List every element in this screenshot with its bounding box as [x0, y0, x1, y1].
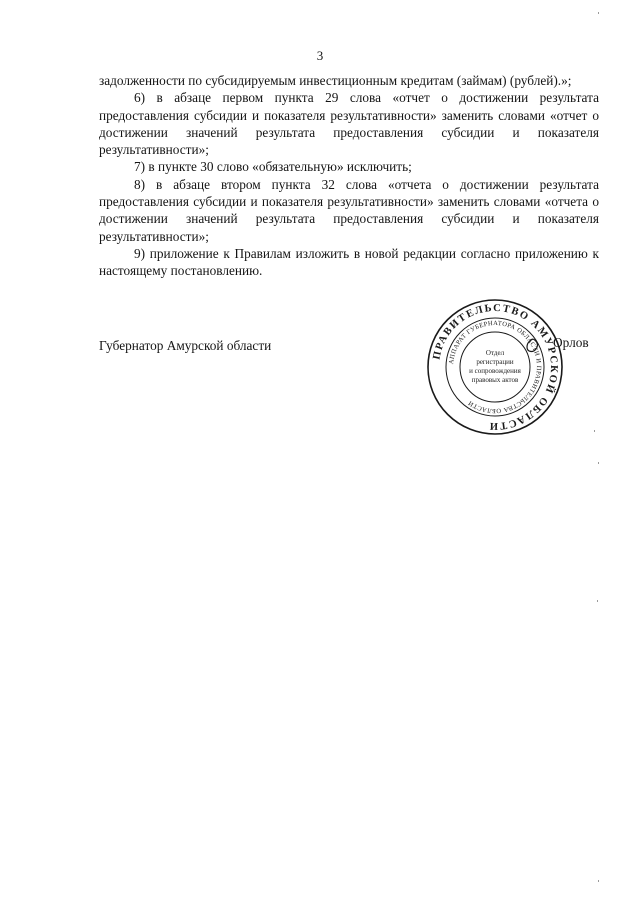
scan-speck — [598, 880, 599, 882]
stamp-center-line-2: регистрации — [476, 358, 514, 366]
scan-speck — [598, 462, 599, 464]
scan-speck — [597, 600, 598, 602]
page-number: 3 — [316, 48, 324, 63]
scan-speck — [598, 12, 599, 14]
paragraph-item-7: 7) в пункте 30 слово «обязательную» исключить; — [134, 159, 412, 175]
official-seal-stamp — [425, 297, 565, 437]
signatory-name: Орлов — [553, 335, 589, 350]
signatory-title: Губернатор Амурской области — [99, 338, 272, 353]
stamp-outer-text: ПРАВИТЕЛЬСТВО АМУРСКОЙ ОБЛАСТИ — [431, 302, 560, 432]
paragraph-item-6: 6) в абзаце первом пункта 29 слова «отчет о достижении результата предоставления субсидии и показателя результативности» заменить словами «отчет о достижении значений результата предоставления субсидии и показателя результативности»; — [99, 90, 599, 158]
document-body — [99, 72, 599, 280]
stamp-center-line-3: и сопровождения — [469, 367, 521, 375]
stamp-center-line-4: правовых актов — [471, 376, 519, 384]
stamp-center-line-1: Отдел — [485, 349, 505, 357]
scan-speck — [594, 430, 595, 432]
stamp-inner-text: АППАРАТ ГУБЕРНАТОРА ОБЛАСТИ И ПРАВИТЕЛЬСТВА ОБЛАСТИ — [448, 319, 543, 415]
paragraph-continuation: задолженности по субсидируемым инвестиционным кредитам (займам) (рублей).»; — [99, 73, 572, 88]
paragraph-item-9: 9) приложение к Правилам изложить в новой редакции согласно приложению к настоящему постановлению. — [99, 245, 599, 279]
paragraph-item-8: 8) в абзаце втором пункта 32 слова «отчета о достижении результата предоставления субсидии и показателя результативности» заменить словами «отчета о достижении значений результата предоставления субсидии и показателя результативности»; — [99, 176, 599, 244]
